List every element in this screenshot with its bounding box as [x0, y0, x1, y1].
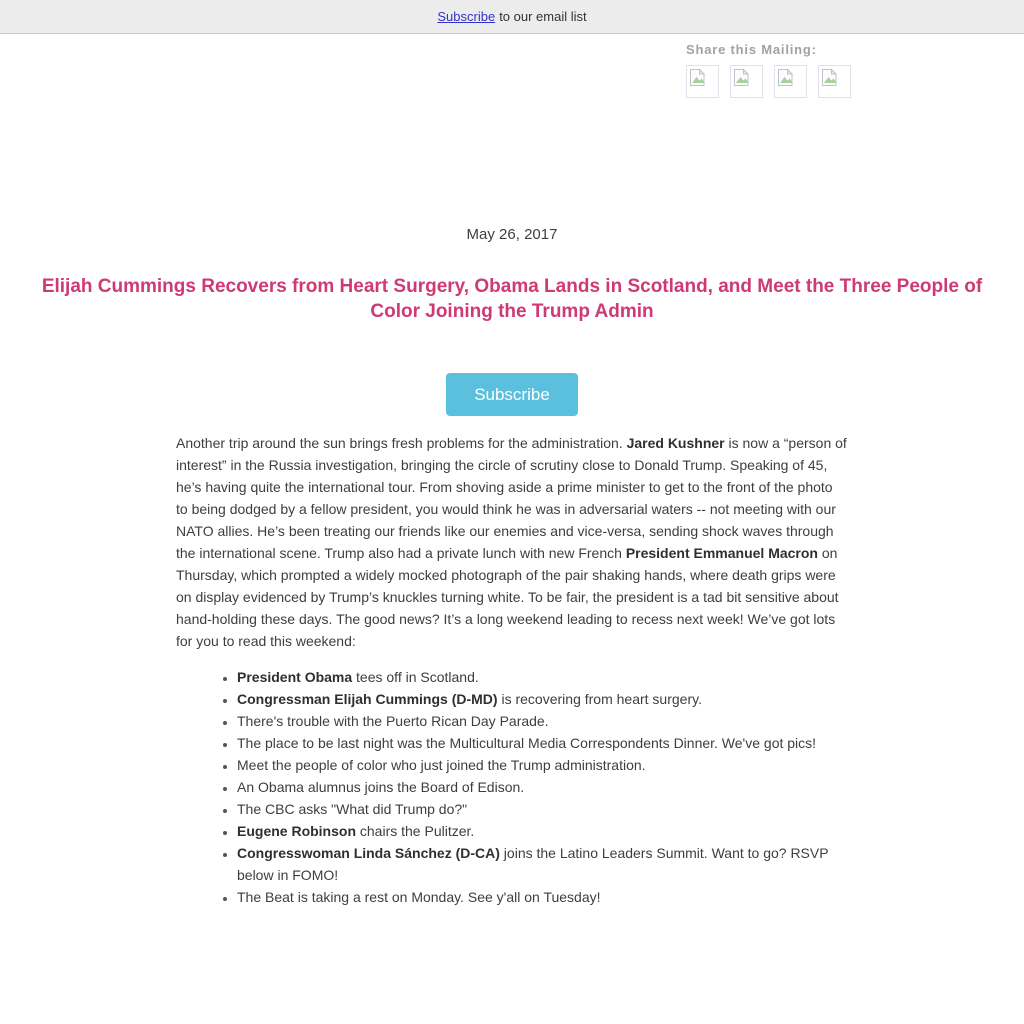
share-icons-row [686, 65, 852, 98]
list-item: • The CBC asks "What did Trump do?" [237, 798, 848, 820]
share-broken-image-icon-1[interactable] [686, 65, 719, 98]
broken-image-icon [689, 68, 706, 87]
list-item: • President Obama tees off in Scotland. [237, 666, 848, 688]
list-item: • The Beat is taking a rest on Monday. See y'all on Tuesday! [237, 886, 848, 908]
date-line: May 26, 2017 [466, 226, 558, 243]
broken-image-icon [821, 68, 838, 87]
list-item: • Meet the people of color who just joined the Trump administration. [237, 754, 848, 776]
subscribe-link[interactable]: Subscribe [437, 9, 496, 24]
list-item: • An Obama alumnus joins the Board of Edison. [237, 776, 848, 798]
broken-image-icon [777, 68, 794, 87]
list-item: • There's trouble with the Puerto Rican Day Parade. [237, 710, 848, 732]
topbar [0, 0, 1024, 34]
list-item: • Congressman Elijah Cummings (D-MD) is recovering from heart surgery. [237, 688, 848, 710]
bullet-list [176, 666, 848, 908]
list-item: • The place to be last night was the Multicultural Media Correspondents Dinner. We've got pics! [237, 732, 848, 754]
topbar-text: to our email list [499, 9, 587, 24]
subscribe-button[interactable]: Subscribe [446, 373, 578, 416]
logo-placeholder-space [0, 98, 1024, 226]
share-broken-image-icon-4[interactable] [818, 65, 851, 98]
broken-image-icon [733, 68, 750, 87]
subscribe-button-row [0, 373, 1024, 416]
share-broken-image-icon-3[interactable] [774, 65, 807, 98]
list-item: • Eugene Robinson chairs the Pulitzer. [237, 820, 848, 842]
headline: Elijah Cummings Recovers from Heart Surgery, Obama Lands in Scotland, and Meet the Three People of Color Joining the Trump Admin [41, 276, 983, 322]
list-item: • Congresswoman Linda Sánchez (D-CA) joins the Latino Leaders Summit. Want to go? RSVP below in FOMO! [237, 842, 848, 886]
share-mailing-block [686, 42, 852, 98]
intro-paragraph: Another trip around the sun brings fresh problems for the administration. Jared Kushner is now a “person of interest” in the Russia investigation, bringing the circle of scrutiny close to Donald Trump. Speaking of 45, he’s having quite the international tour. From shoving aside a prime minister to get to the front of the photo to being dodged by a fellow president, you would think he was in adversarial waters -- not meeting with our NATO allies. He’s been treating our friends like our enemies and vice-versa, sending shock waves through the international scene. Trump also had a private lunch with new French President Emmanuel Macron on Thursday, which prompted a widely mocked photograph of the pair shaking hands, where death grips were on display evidenced by Trump’s knuckles turning white. To be fair, the president is a tad bit sensitive about hand-holding these days. The good news? It’s a long weekend leading to recess next week! We’ve got lots for you to read this weekend: [176, 435, 847, 649]
share-broken-image-icon-2[interactable] [730, 65, 763, 98]
share-mailing-label: Share this Mailing: [686, 42, 817, 57]
